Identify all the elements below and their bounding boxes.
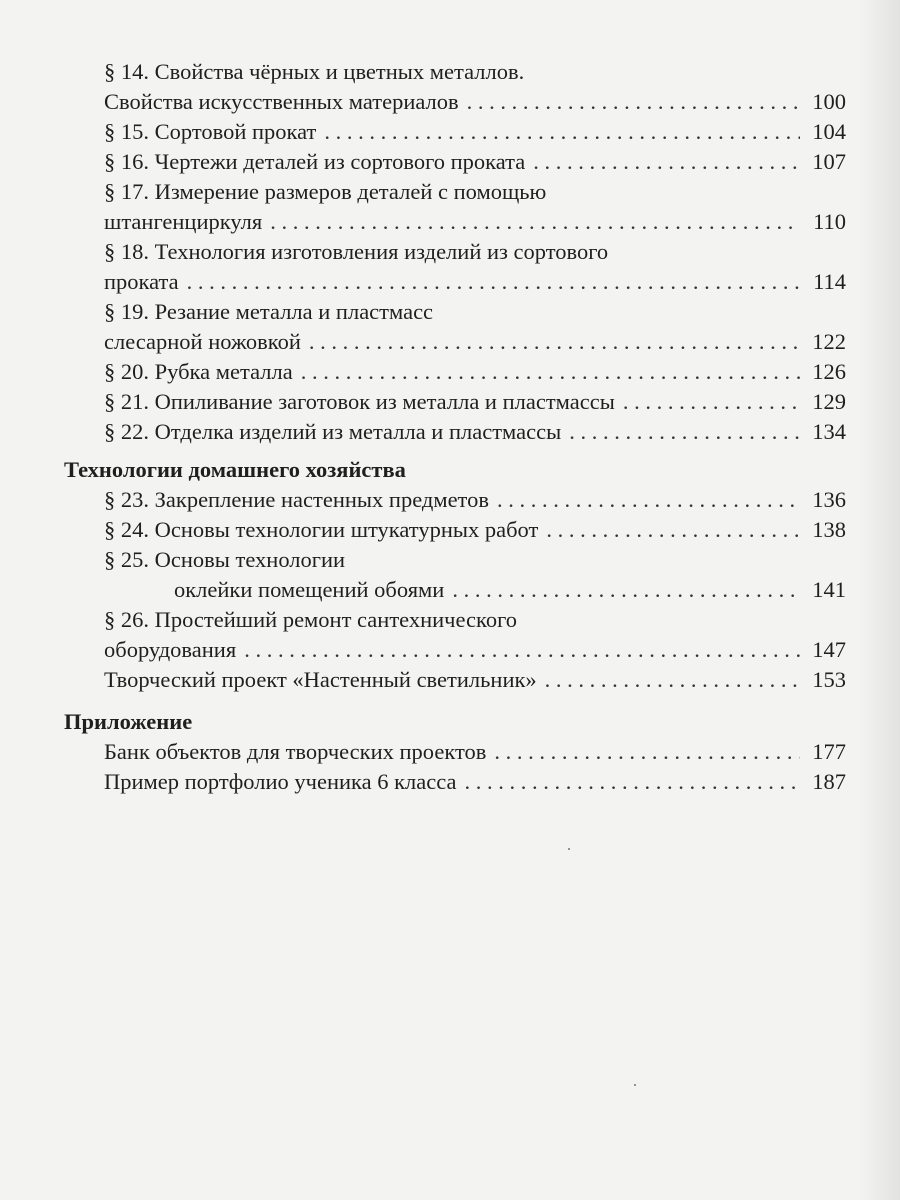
leader-dots bbox=[546, 515, 800, 545]
toc-entry-text: § 17. Измерение размеров деталей с помощью bbox=[104, 179, 547, 204]
section-title-appendix: Приложение bbox=[64, 709, 193, 734]
speck bbox=[634, 1084, 636, 1086]
toc-page-number: 187 bbox=[812, 769, 846, 794]
toc-entry-text: Банк объектов для творческих проектов bbox=[104, 739, 487, 764]
leader-dots bbox=[301, 357, 800, 387]
toc-entry-23[interactable] bbox=[104, 485, 846, 515]
leader-dots bbox=[545, 665, 800, 695]
toc-entry-20[interactable] bbox=[104, 357, 846, 387]
toc-entry-text: § 23. Закрепление настенных предметов bbox=[104, 487, 489, 512]
toc-entry-14[interactable] bbox=[104, 57, 846, 117]
toc-entry-portfolio[interactable] bbox=[104, 767, 846, 797]
toc-entry-text: проката bbox=[104, 269, 179, 294]
toc-page-number: 153 bbox=[812, 667, 846, 692]
toc-entry-17[interactable] bbox=[104, 177, 846, 237]
toc-entry-bank[interactable] bbox=[104, 737, 846, 767]
leader-dots bbox=[494, 737, 800, 767]
leader-dots bbox=[467, 87, 800, 117]
leader-dots bbox=[465, 767, 801, 797]
leader-dots bbox=[452, 575, 800, 605]
leader-dots bbox=[270, 207, 800, 237]
toc-entry-21[interactable] bbox=[104, 387, 846, 417]
toc-entry-creative-project[interactable] bbox=[104, 665, 846, 695]
toc-entry-text: Пример портфолио ученика 6 класса bbox=[104, 769, 457, 794]
leader-dots bbox=[623, 387, 800, 417]
toc-page-number: 138 bbox=[812, 517, 846, 542]
speck bbox=[568, 848, 570, 850]
toc-entry-text: § 16. Чертежи деталей из сортового проката bbox=[104, 149, 526, 174]
toc-entry-text: § 18. Технология изготовления изделий из сортового bbox=[104, 239, 609, 264]
toc-entry-18[interactable] bbox=[104, 237, 846, 297]
toc-entry-text: Творческий проект «Настенный светильник» bbox=[104, 667, 537, 692]
toc-entry-26[interactable] bbox=[104, 605, 846, 665]
leader-dots bbox=[324, 117, 800, 147]
leader-dots bbox=[569, 417, 800, 447]
toc-entry-text: § 14. Свойства чёрных и цветных металлов. bbox=[104, 59, 525, 84]
toc-page-number: 147 bbox=[812, 637, 846, 662]
toc-entry-22[interactable] bbox=[104, 417, 846, 447]
toc-page-number: 100 bbox=[812, 89, 846, 114]
toc-entry-text: § 22. Отделка изделий из металла и пластмассы bbox=[104, 419, 562, 444]
toc-entry-text: § 19. Резание металла и пластмасс bbox=[104, 299, 434, 324]
leader-dots bbox=[187, 267, 800, 297]
toc-entry-text: § 20. Рубка металла bbox=[104, 359, 293, 384]
toc-page-number: 122 bbox=[812, 329, 846, 354]
toc-entry-25[interactable] bbox=[104, 545, 846, 605]
toc-entry-text: § 25. Основы технологии bbox=[104, 547, 346, 572]
toc-entry-text: оборудования bbox=[104, 637, 237, 662]
toc-entry-text: § 15. Сортовой прокат bbox=[104, 119, 317, 144]
leader-dots bbox=[533, 147, 800, 177]
toc-page-number: 136 bbox=[812, 487, 846, 512]
toc-entry-text: § 24. Основы технологии штукатурных работ bbox=[104, 517, 539, 542]
toc-page-number: 177 bbox=[812, 739, 846, 764]
toc-entry-text: слесарной ножовкой bbox=[104, 329, 301, 354]
toc-entry-15[interactable] bbox=[104, 117, 846, 147]
toc-page-number: 129 bbox=[812, 389, 846, 414]
leader-dots bbox=[497, 485, 800, 515]
toc-entry-text: § 21. Опиливание заготовок из металла и пластмассы bbox=[104, 389, 615, 414]
toc-page-number: 114 bbox=[813, 269, 846, 294]
page-edge-shadow bbox=[860, 0, 900, 1200]
toc-entry-16[interactable] bbox=[104, 147, 846, 177]
toc-entry-text: штангенциркуля bbox=[104, 209, 263, 234]
leader-dots bbox=[244, 635, 800, 665]
toc-entry-text: оклейки помещений обоями bbox=[174, 577, 445, 602]
toc-page-number: 104 bbox=[812, 119, 846, 144]
leader-dots bbox=[309, 327, 800, 357]
toc-page-number: 110 bbox=[813, 209, 846, 234]
toc-page-number: 107 bbox=[812, 149, 846, 174]
toc-page-number: 134 bbox=[812, 419, 846, 444]
toc-entry-19[interactable] bbox=[104, 297, 846, 357]
toc-entry-text: § 26. Простейший ремонт сантехнического bbox=[104, 607, 517, 632]
toc-entry-24[interactable] bbox=[104, 515, 846, 545]
toc-page-number: 141 bbox=[812, 577, 846, 602]
section-title-household: Технологии домашнего хозяйства bbox=[64, 457, 406, 482]
toc-page-number: 126 bbox=[812, 359, 846, 384]
toc-entry-text: Свойства искусственных материалов bbox=[104, 89, 459, 114]
